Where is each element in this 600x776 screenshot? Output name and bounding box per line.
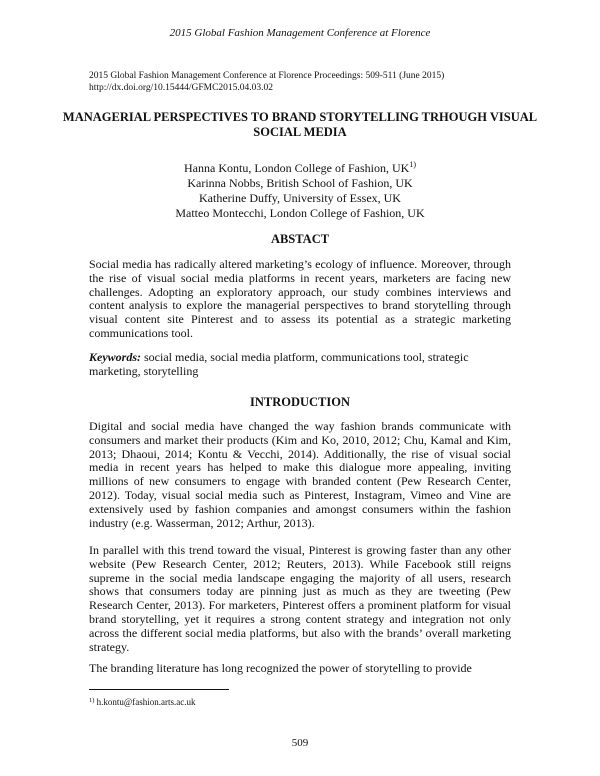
keywords-text: social media, social media platform, communications tool, strategic marketing, storytelling bbox=[89, 350, 469, 378]
abstract-heading: ABSTACT bbox=[270, 232, 330, 246]
intro-paragraph-2: In parallel with this trend toward the visual, Pinterest is growing faster than any other website (Pew Research Center, 2012; Reuters, 2013). While Facebook still reigns supreme in the social media landscape engaging the majority of all users, research shows that consumers today are pinning just as much as they are tweeting (Pew Research Center, 2013). For marketers, Pinterest offers a prominent platform for visual brand storytelling, yet it requires a strong content strategy and integration not only across the different social media platforms, but also with the brands’ overall marketing strategy. bbox=[89, 543, 511, 654]
footnote-divider bbox=[89, 689, 229, 690]
abstract-text: Social media has radically altered marketing’s ecology of influence. Moreover, through the rise of visual social media platforms in recent years, marketers are facing new challenges. Adopting an exploratory approach, our study combines interviews and content analysis to explore the managerial perspectives to brand storytelling through visual content site Pinterest and to assess its potential as a strategic marketing communications tool. bbox=[89, 257, 511, 340]
author-line: Matteo Montecchi, London College of Fashion, UK bbox=[175, 206, 425, 220]
author-line: Karinna Nobbs, British School of Fashion, UK bbox=[187, 176, 413, 190]
intro-paragraph-1: Digital and social media have changed the way fashion brands communicate with consumers and market their products (Kim and Ko, 2010, 2012; Chu, Kamal and Kim, 2013; Dhaoui, 2014; Kontu & Vecchi, 2014). Additionally, the rise of visual social media in recent years has helped to make this dialogue more appealing, inviting millions of new consumers to engage with branded content (Pew Research Center, 2012). Today, visual social media such as Pinterest, Instagram, Vimeo and Vine are extensively used by fashion companies and amongst consumers within the fashion industry (e.g. Wasserman, 2012; Arthur, 2013). bbox=[89, 419, 511, 530]
page-number: 509 bbox=[291, 737, 309, 749]
author-line: Hanna Kontu, London College of Fashion, UK$^{1)}$ bbox=[184, 160, 416, 175]
footnote bbox=[89, 697, 195, 707]
paper-title: MANAGERIAL PERSPECTIVES TO BRAND STORYTELLING TRHOUGH VISUAL SOCIAL MEDIA bbox=[62, 110, 538, 139]
author-list bbox=[0, 161, 600, 221]
footnote-mark: 1) bbox=[89, 697, 95, 704]
proceedings-info bbox=[89, 70, 529, 94]
intro-paragraph-3: The branding literature has long recognized the power of storytelling to provide bbox=[89, 661, 472, 675]
footnote-email[interactable]: h.kontu@fashion.arts.ac.uk bbox=[94, 697, 196, 707]
footnote-marker: 1) bbox=[409, 160, 416, 169]
doi-link[interactable]: http://dx.doi.org/10.15444/GFMC2015.04.03.02 bbox=[89, 83, 274, 93]
running-header: 2015 Global Fashion Management Conference at Florence bbox=[169, 27, 431, 39]
keywords bbox=[89, 351, 511, 379]
keywords-label: Keywords: bbox=[89, 350, 141, 364]
introduction-heading: INTRODUCTION bbox=[249, 395, 350, 409]
author-line: Katherine Duffy, University of Essex, UK bbox=[199, 191, 401, 205]
proceedings-citation: 2015 Global Fashion Management Conference at Florence Proceedings: 509-511 (June 2015) bbox=[89, 71, 445, 81]
